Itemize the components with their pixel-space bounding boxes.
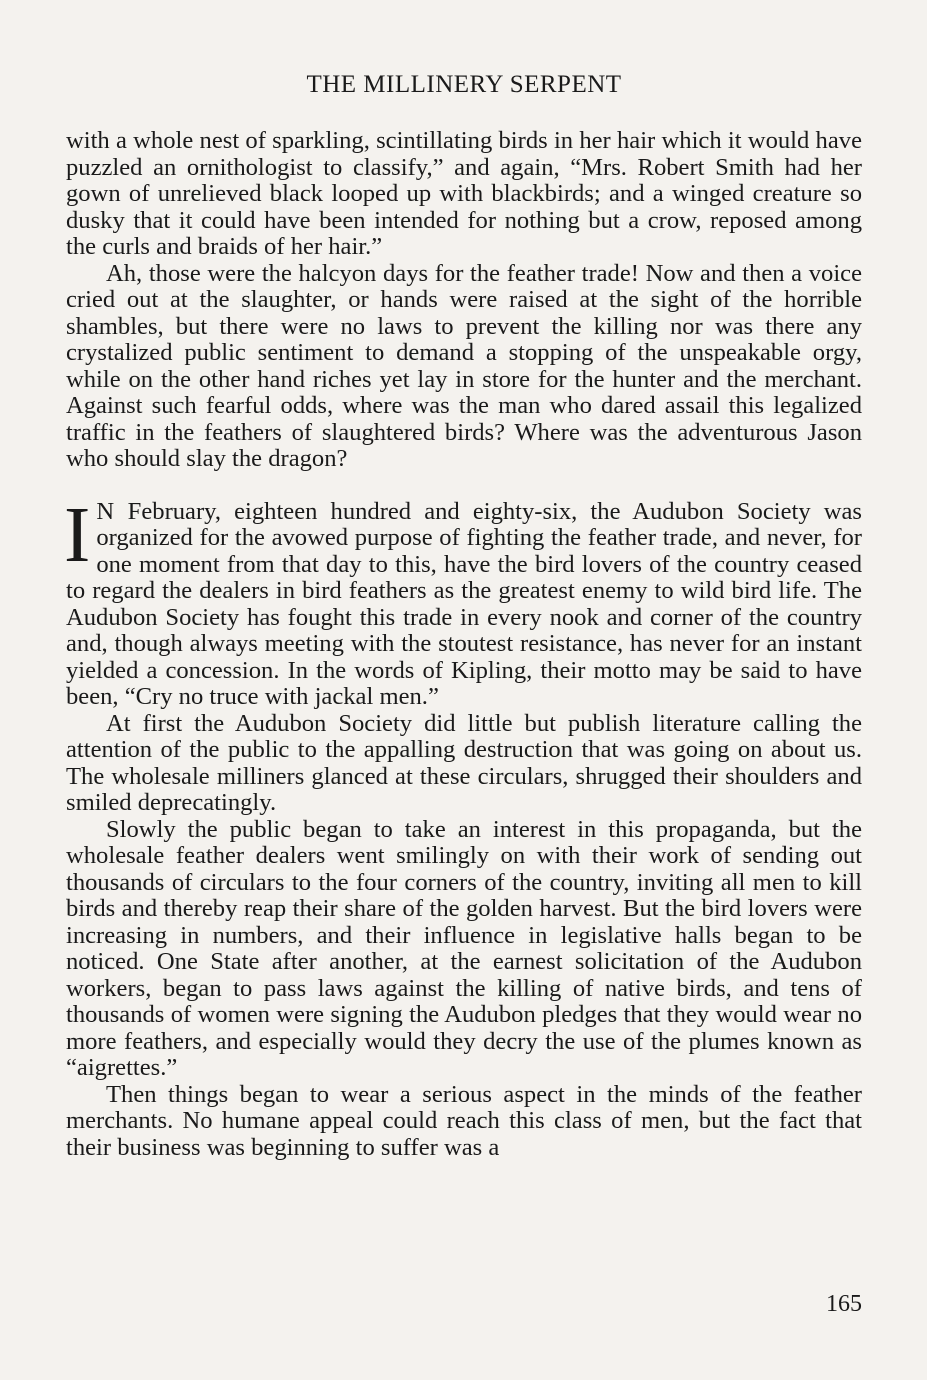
- paragraph-feather-merchants: Then things began to wear a serious aspect in the minds of the feather merchants. No humane appeal could reach this class of men, but the fact that their business was beginning to suffer was a: [66, 1080, 862, 1161]
- running-title: THE MILLINERY SERPENT: [306, 71, 622, 98]
- body-text: [66, 128, 862, 1161]
- drop-cap: I: [64, 491, 91, 579]
- section-audubon-founding: [64, 491, 862, 1162]
- paragraph-propaganda: Slowly the public began to take an interest in this propaganda, but the wholesale feather dealers went smilingly on with their work of sending out thousands of circulars to the four corners of the country, inviting all men to kill birds and thereby reap their share of the golden harvest. But the bird lovers were increasing in numbers, and their influence in legislative halls began to be noticed. One State after another, at the earnest solicitation of the Audubon workers, began to pass laws against the killing of native birds, and tens of thousands of women were signing the Audubon pledges that they would wear no more feathers, and especially would they decry the use of the plumes known as “aigrettes.”: [66, 815, 862, 1081]
- book-page: [66, 0, 862, 1380]
- paragraph-audubon-founding: [64, 491, 862, 711]
- paragraph-halcyon-days: Ah, those were the halcyon days for the feather trade! Now and then a voice cried out at the slaughter, or hands were raised at the sight of the horrible shambles, but there were no laws to prevent the killing nor was there any crystalized public sentiment to demand a stopping of the unspeakable orgy, while on the other hand riches yet lay in store for the hunter and the merchant. Against such fearful odds, where was the man who dared assail this legalized traffic in the feathers of slaughtered birds? Where was the adventurous Jason who should slay the dragon?: [66, 259, 862, 472]
- page-number: 165: [826, 1291, 862, 1317]
- paragraph-continuation: with a whole nest of sparkling, scintillating birds in her hair which it would have puzzled an ornithologist to classify,” and again, “Mrs. Robert Smith had her gown of unrelieved black looped up with blackbirds; and a winged creature so dusky that it could have been intended for nothing but a crow, reposed among the curls and braids of her hair.”: [66, 127, 862, 260]
- paragraph-audubon-founding-text: February, eighteen hundred and eighty-six, the Audubon Society was organized for the avowed purpose of fighting the feather trade, and never, for one moment from that day to this, have the bird lovers of the country ceased to regard the dealers in bird feathers as the greatest enemy to wild bird life. The Audubon Society has fought this trade in every nook and corner of the country and, though always meeting with the stoutest resistance, has never for an instant yielded a concession. In the words of Kipling, their motto may be said to have been, “Cry no truce with jackal men.”: [66, 497, 862, 710]
- paragraph-literature: At first the Audubon Society did little but publish literature calling the attention of the public to the appalling destruction that was going on about us. The wholesale milliners glanced at these circulars, shrugged their shoulders and smiled deprecatingly.: [66, 709, 862, 816]
- drop-cap-lead: N: [96, 497, 115, 525]
